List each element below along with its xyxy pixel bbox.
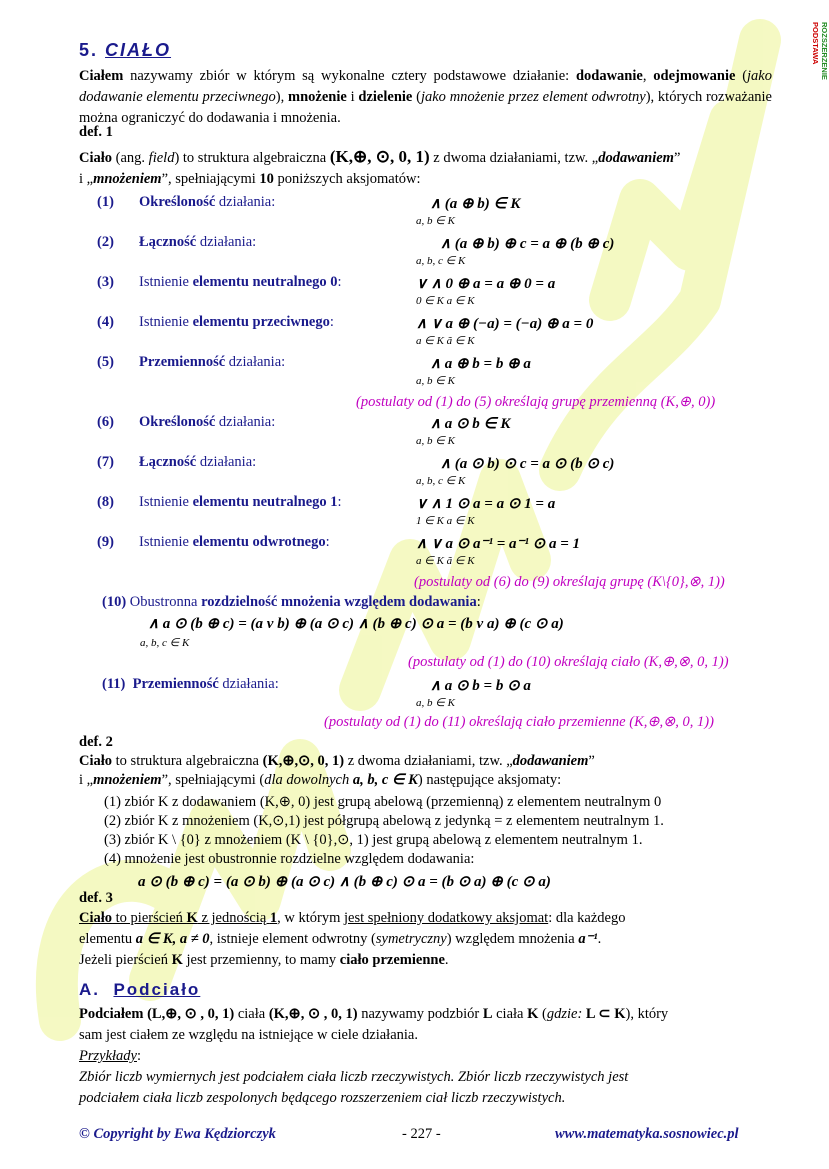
axiom-number: (7) xyxy=(97,454,114,470)
examples-label: Przykłady xyxy=(79,1048,137,1064)
axiom-number: (6) xyxy=(97,414,114,430)
note-field: (postulaty od (1) do (10) określają ciało (K,⊕,⊗, 0, 1)) xyxy=(408,654,729,670)
axiom-rest: : xyxy=(329,314,334,330)
axiom-5-formula: ∧ a ⊕ b = b ⊕ a xyxy=(430,356,531,372)
def2-t5: ) następujące aksjomaty: xyxy=(417,772,562,788)
def3-term: Ciało xyxy=(79,910,113,926)
def3-t1: to pierścień xyxy=(112,910,187,926)
def1-q: ” xyxy=(673,150,681,166)
def3-label: def. 3 xyxy=(79,890,113,906)
def2-items xyxy=(104,793,664,869)
def1-t1: (ang. xyxy=(112,150,149,166)
intro-note2: jako mnożenie przez element odwrotny xyxy=(420,89,646,105)
def3-t8: Jeżeli pierścień xyxy=(79,952,172,968)
def2-structure: (K,⊕,⊙, 0, 1) xyxy=(262,753,345,769)
def1-t4: i „ xyxy=(79,171,94,187)
intro-sep2: ( xyxy=(735,68,748,84)
podcialo-t3: ciała xyxy=(492,1006,528,1022)
podcialo-t5: ), który xyxy=(625,1006,669,1022)
intro-dzielenie: dzielenie xyxy=(358,89,413,105)
def2-vars: a, b, c ∈ K xyxy=(349,772,418,788)
def2-t1: to struktura algebraiczna xyxy=(112,753,263,769)
podcialo-paragraph xyxy=(79,1004,772,1109)
axiom-10-bold: rozdzielność mnożenia względem dodawania xyxy=(201,594,477,610)
axiom-8 xyxy=(97,494,342,511)
axiom-9 xyxy=(97,534,330,551)
axiom-pre: Istnienie xyxy=(139,494,193,510)
def3-t9: jest przemienny, to mamy xyxy=(182,952,340,968)
podcialo-t1: ciała xyxy=(234,1006,269,1022)
axiom-name: Określoność xyxy=(139,194,216,210)
axiom-pre: Istnienie xyxy=(139,314,193,330)
podcialo-term: Podciałem xyxy=(79,1006,144,1022)
def2-t4: ”, spełniającymi ( xyxy=(161,772,265,788)
axiom-8-formula: ∨ ∧ 1 ⊙ a = a ⊙ 1 = a xyxy=(416,496,556,512)
examples-colon: : xyxy=(136,1048,142,1064)
podcialo-t2: nazywamy podzbiór xyxy=(357,1006,483,1022)
axiom-name: Łączność xyxy=(139,454,197,470)
axiom-10-pre: Obustronna xyxy=(129,594,202,610)
def3-K2: K xyxy=(171,952,183,968)
axiom-1-formula: ∧ (a ⊕ b) ∈ K xyxy=(430,196,521,212)
section-number: 5. xyxy=(79,40,99,60)
axiom-pre: Istnienie xyxy=(139,534,193,550)
axiom-rest: działania: xyxy=(215,414,276,430)
axiom-name: elementu neutralnego 0 xyxy=(192,274,338,290)
axiom-rest: : xyxy=(325,534,330,550)
axiom-6-formula: ∧ a ⊙ b ∈ K xyxy=(430,416,511,432)
axiom-2-quantifier-domain: a, b, c ∈ K xyxy=(416,255,466,267)
def2-item-4: (4) mnożenie jest obustronnie rozdzielne względem dodawania: xyxy=(104,851,475,867)
intro-sep: , xyxy=(642,68,654,84)
def3-t4: : dla każdego xyxy=(548,910,626,926)
def2-item-1: (1) zbiór K z dodawaniem (K,⊕, 0) jest grupą abelową (przemienną) z elementem neutralnym 0 xyxy=(104,794,662,810)
note-comm-field: (postulaty od (1) do (11) określają ciało przemienne (K,⊕,⊗, 0, 1)) xyxy=(324,714,714,730)
intro-term: Ciałem xyxy=(79,68,124,84)
axiom-name: elementu odwrotnego xyxy=(192,534,326,550)
def3-t6: , istnieje element odwrotny ( xyxy=(209,931,376,947)
def3-dot: . xyxy=(597,931,602,947)
def2-mnozeniem: mnożeniem xyxy=(93,772,162,788)
intro-paragraph xyxy=(79,66,772,129)
footer-page-number: - 227 - xyxy=(402,1126,441,1142)
axiom-7 xyxy=(97,454,256,471)
podcialo-line2: sam jest ciałem ze względu na istniejące w ciele działania. xyxy=(79,1027,418,1043)
axiom-rest: działania: xyxy=(196,234,257,250)
footer-copyright: © Copyright by Ewa Kędziorczyk xyxy=(79,1126,276,1142)
def3-t3: , w którym xyxy=(277,910,344,926)
def2-item-3: (3) zbiór K \ {0} z mnożeniem (K \ {0},⊙, 1) jest grupą abelową z elementem neutralnym 1. xyxy=(104,832,643,848)
axiom-7-quantifier-domain: a, b, c ∈ K xyxy=(416,475,466,487)
axiom-10-formula: ∧ a ⊙ (b ⊕ c) = (a v b) ⊕ (a ⊙ c) ∧ (b ⊕ c) ⊙ a = (b v a) ⊕ (c ⊙ a) xyxy=(148,616,564,632)
axiom-rest: : xyxy=(337,274,342,290)
subsection-letter: A. xyxy=(79,980,100,999)
def1-count: 10 xyxy=(259,171,274,187)
def2-t2: z dwoma działaniami, tzw. „ xyxy=(344,753,513,769)
axiom-pre: Istnienie xyxy=(139,274,193,290)
axiom-11-sub: a, b ∈ K xyxy=(416,697,455,709)
axiom-11-num: (11) xyxy=(102,676,126,692)
intro-sep5: ( xyxy=(412,89,421,105)
axiom-name: Przemienność xyxy=(139,354,226,370)
def3-comm: ciało przemienne xyxy=(339,952,445,968)
def1-t2: ) to struktura algebraiczna xyxy=(174,150,330,166)
axiom-name: elementu neutralnego 1 xyxy=(192,494,338,510)
section-title xyxy=(79,40,171,61)
def1-structure: (K,⊕, ⊙, 0, 1) xyxy=(329,147,430,166)
def1-paragraph xyxy=(79,146,772,190)
axiom-rest: : xyxy=(337,494,342,510)
podcialo-L: (L,⊕, ⊙ , 0, 1) xyxy=(143,1006,235,1022)
axiom-1 xyxy=(97,194,275,211)
def3-dot2: . xyxy=(444,952,449,968)
def2-dodawaniem: dodawaniem xyxy=(512,753,589,769)
axiom-4-formula: ∧ ∨ a ⊕ (−a) = (−a) ⊕ a = 0 xyxy=(416,316,594,332)
axiom-name: Określoność xyxy=(139,414,216,430)
def2-item-2: (2) zbiór K z mnożeniem (K,⊙,1) jest półgrupą abelową z jedynką = z elementem neutralnym 1. xyxy=(104,813,664,829)
axiom-6 xyxy=(97,414,275,431)
axiom-name: elementu przeciwnego xyxy=(192,314,330,330)
axiom-4 xyxy=(97,314,334,331)
axiom-11 xyxy=(102,676,279,693)
def3-K: K xyxy=(186,910,198,926)
podcialo-subset: L ⊂ K xyxy=(582,1006,626,1022)
intro-note1: jako dodawanie elementu przeciwnego xyxy=(79,68,772,105)
def2-formula: a ⊙ (b ⊕ c) = (a ⊙ b) ⊕ (a ⊙ c) ∧ (b ⊕ c) ⊙ a = (b ⊙ a) ⊕ (c ⊙ a) xyxy=(138,874,551,890)
intro-mnozenie: mnożenie xyxy=(288,89,347,105)
def3-t2: z jednością xyxy=(197,910,270,926)
example-line2: podciałem ciała liczb zespolonych będącego rozszerzeniem ciał liczb rzeczywistych. xyxy=(79,1090,566,1106)
def2-t3: i „ xyxy=(79,772,94,788)
axiom-8-quantifier-domain: 1 ∈ K a ∈ K xyxy=(416,515,475,527)
intro-odejmowanie: odejmowanie xyxy=(653,68,736,84)
axiom-name: Łączność xyxy=(139,234,197,250)
axiom-1-quantifier-domain: a, b ∈ K xyxy=(416,215,455,227)
axiom-9-formula: ∧ ∨ a ⊙ a⁻¹ = a⁻¹ ⊙ a = 1 xyxy=(416,536,581,552)
axiom-10 xyxy=(102,594,481,611)
def3-axiom: jest spełniony dodatkowy aksjomat xyxy=(344,910,549,926)
note-group-plus: (postulaty od (1) do (5) określają grupę przemienną (K,⊕, 0)) xyxy=(356,394,716,410)
def2-q: ” xyxy=(588,753,595,769)
podcialo-K2: K xyxy=(527,1006,539,1022)
def2-paragraph xyxy=(79,752,772,790)
intro-dodawanie: dodawanie xyxy=(575,68,643,84)
axiom-5 xyxy=(97,354,285,371)
def1-t3: z dwoma działaniami, tzw. „ xyxy=(429,150,599,166)
axiom-4-quantifier-domain: a ∈ K ã ∈ K xyxy=(416,335,475,347)
axiom-11-bold: Przemienność xyxy=(132,676,219,692)
def2-dowolnych: dla dowolnych xyxy=(264,772,350,788)
axiom-number: (4) xyxy=(97,314,114,330)
side-label xyxy=(811,22,820,64)
def1-term: Ciało xyxy=(79,150,113,166)
axiom-7-formula: ∧ (a ⊙ b) ⊙ c = a ⊙ (b ⊙ c) xyxy=(440,456,615,472)
axiom-10-num: (10) xyxy=(102,594,127,610)
podcialo-L2: L xyxy=(482,1006,493,1022)
def1-t5: ”, spełniającymi xyxy=(161,171,260,187)
podcialo-gdzie: gdzie: xyxy=(546,1006,583,1022)
axiom-number: (5) xyxy=(97,354,114,370)
def3-t7: ) względem mnożenia xyxy=(446,931,579,947)
podcialo-t4: ( xyxy=(538,1006,547,1022)
axiom-number: (2) xyxy=(97,234,114,250)
side-label-2 xyxy=(820,22,829,80)
axiom-rest: działania: xyxy=(196,454,257,470)
axiom-11-formula: ∧ a ⊙ b = b ⊙ a xyxy=(430,678,531,694)
axiom-rest: działania: xyxy=(225,354,286,370)
axiom-rest: działania: xyxy=(215,194,276,210)
side-label-line2: ROZSZERZENIE xyxy=(820,22,829,80)
section-title-text: CIAŁO xyxy=(105,40,172,60)
side-label-line1: PODSTAWA xyxy=(811,22,820,65)
intro-tail: ), których rozważanie można ograniczyć do dodawania i mnożenia. xyxy=(79,89,772,126)
def3-cond: a ∈ K, a ≠ 0 xyxy=(135,931,210,947)
def3-sym: symetryczny xyxy=(375,931,447,947)
axiom-number: (8) xyxy=(97,494,114,510)
axiom-number: (3) xyxy=(97,274,114,290)
axiom-3 xyxy=(97,274,342,291)
footer-url[interactable]: www.matematyka.sosnowiec.pl xyxy=(555,1126,739,1142)
def3-inverse: a⁻¹ xyxy=(578,931,598,947)
def1-dodawaniem: dodawaniem xyxy=(598,150,674,166)
intro-sep4: i xyxy=(346,89,359,105)
def2-label: def. 2 xyxy=(79,734,113,750)
axiom-5-quantifier-domain: a, b ∈ K xyxy=(416,375,455,387)
axiom-6-quantifier-domain: a, b ∈ K xyxy=(416,435,455,447)
intro-sep3: ), xyxy=(275,89,289,105)
def1-mnozeniem: mnożeniem xyxy=(93,171,162,187)
note-group-times: (postulaty od (6) do (9) określają grupę (K\{0},⊗, 1)) xyxy=(414,574,725,590)
subsection-title-text: Podciało xyxy=(113,980,201,999)
axiom-10-sub: a, b, c ∈ K xyxy=(140,637,190,649)
axiom-10-rest: : xyxy=(476,594,481,610)
axiom-2-formula: ∧ (a ⊕ b) ⊕ c = a ⊕ (b ⊕ c) xyxy=(440,236,615,252)
def3-one: 1 xyxy=(269,910,278,926)
axiom-number: (1) xyxy=(97,194,114,210)
axiom-number: (9) xyxy=(97,534,114,550)
def1-field: field xyxy=(148,150,175,166)
axiom-9-quantifier-domain: a ∈ K ã ∈ K xyxy=(416,555,475,567)
example-line1: Zbiór liczb wymiernych jest podciałem ciała liczb rzeczywistych. Zbiór liczb rzeczywistych jest xyxy=(79,1069,629,1085)
def1-label: def. 1 xyxy=(79,124,113,140)
def3-paragraph xyxy=(79,908,772,971)
def1-t6: poniższych aksjomatów: xyxy=(273,171,421,187)
def3-t5: elementu xyxy=(79,931,136,947)
subsection-title xyxy=(79,980,200,1000)
def2-term: Ciało xyxy=(79,753,113,769)
axiom-3-formula: ∨ ∧ 0 ⊕ a = a ⊕ 0 = a xyxy=(416,276,556,292)
intro-text: nazywamy zbiór w którym są wykonalne cztery podstawowe działanie: xyxy=(123,68,576,84)
axiom-11-rest: działania: xyxy=(218,676,279,692)
axiom-2 xyxy=(97,234,256,251)
axiom-3-quantifier-domain: 0 ∈ K a ∈ K xyxy=(416,295,475,307)
podcialo-K: (K,⊕, ⊙ , 0, 1) xyxy=(268,1006,358,1022)
